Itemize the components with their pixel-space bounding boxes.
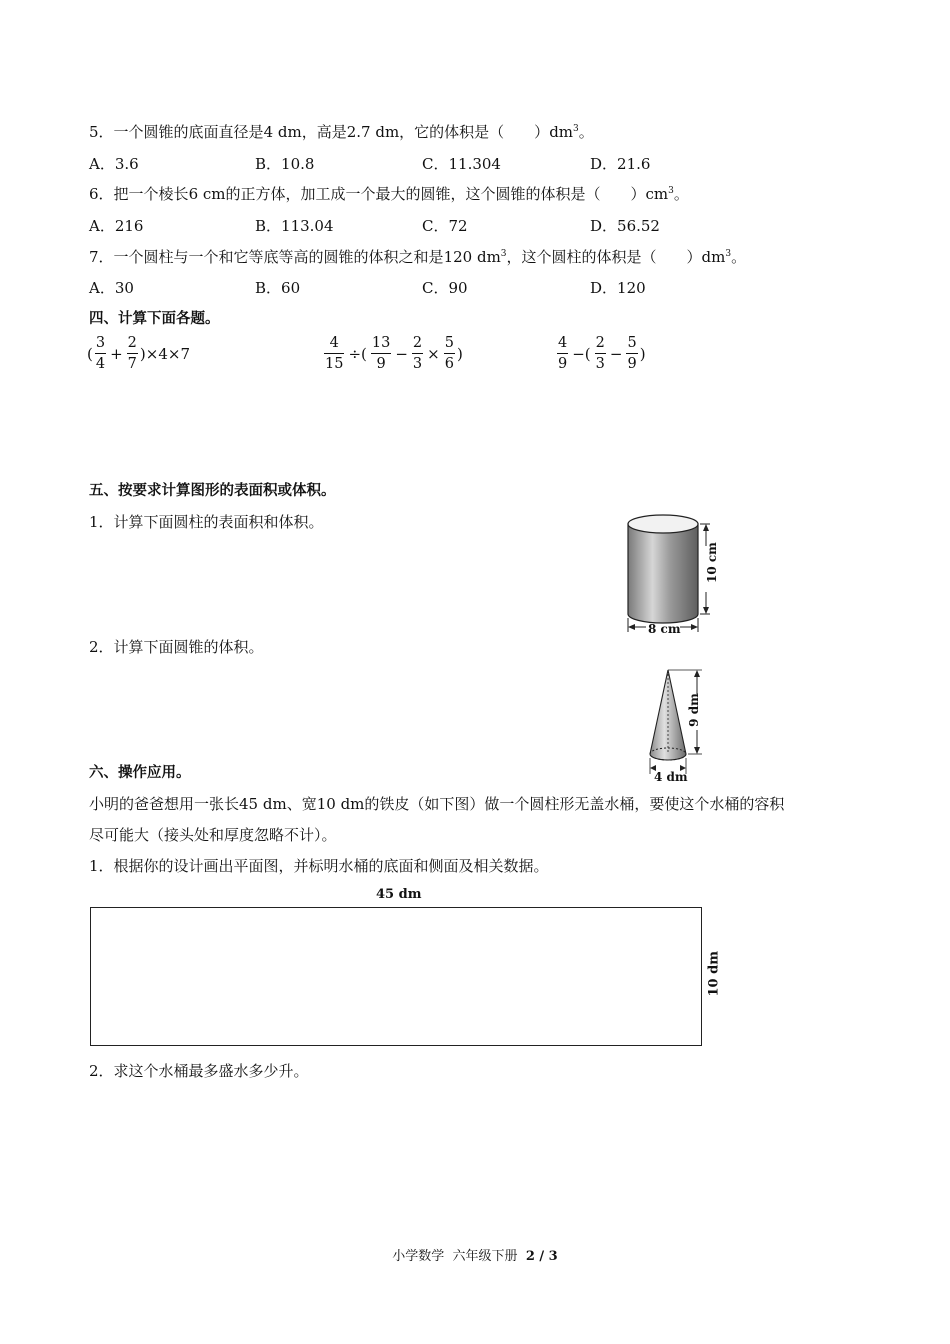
fraction: $\frac{4}{9}$ — [558, 335, 568, 372]
cylinder-height-label: 10 cm — [705, 542, 719, 583]
section-5-question-1: 1．计算下面圆柱的表面积和体积。 — [89, 513, 324, 531]
sheet-length-label: 45 dm — [376, 887, 422, 902]
expression-1: ( $\frac{3}{4}$ + $\frac{2}{7}$ )×4×7 — [87, 335, 190, 372]
q7-option-a[interactable]: A．30 — [89, 279, 134, 297]
sheet-width-label: 10 dm — [706, 951, 722, 997]
q6-option-b[interactable]: B．113.04 — [255, 217, 334, 235]
cylinder-top — [628, 515, 698, 533]
page-number: 2 / 3 — [525, 1249, 558, 1264]
fraction: $\frac{5}{9}$ — [627, 335, 637, 372]
q6-option-a[interactable]: A．216 — [89, 217, 144, 235]
q7-option-c[interactable]: C．90 — [422, 279, 468, 297]
question-6: 6．把一个棱长6 cm的正方体，加工成一个最大的圆锥，这个圆锥的体积是（ ）$cm^3$。 — [89, 185, 689, 203]
expression-3: $\frac{4}{9}$ −( $\frac{2}{3}$ − $\frac{5}{9}$ ) — [558, 335, 646, 372]
section-6-paragraph-2: 尽可能大（接头处和厚度忽略不计）。 — [89, 826, 337, 844]
page-footer: 小学数学 六年级下册 2 / 3 — [392, 1249, 558, 1264]
q5-option-d[interactable]: D．21.6 — [590, 155, 651, 173]
question-5: 5．一个圆锥的底面直径是4 dm，高是2.7 dm，它的体积是（ ）$dm^3$。 — [89, 123, 594, 141]
q7-option-b[interactable]: B．60 — [255, 279, 301, 297]
section-5-title: 五、按要求计算图形的表面积或体积。 — [89, 483, 336, 499]
cylinder-diameter-label: 8 cm — [648, 622, 681, 636]
fraction: $\frac{3}{4}$ — [95, 335, 106, 372]
section-4-title: 四、计算下面各题。 — [89, 311, 220, 327]
section-5-question-2: 2．计算下面圆锥的体积。 — [89, 638, 264, 656]
q5-option-a[interactable]: A．3.6 — [89, 155, 139, 173]
fraction: $\frac{5}{6}$ — [444, 335, 454, 372]
fraction: $\frac{4}{15}$ — [325, 335, 344, 372]
fraction: $\frac{13}{9}$ — [371, 335, 391, 372]
section-6-question-2: 2．求这个水桶最多盛水多少升。 — [89, 1062, 309, 1080]
q6-option-c[interactable]: C．72 — [422, 217, 468, 235]
fraction: $\frac{2}{3}$ — [595, 335, 605, 372]
fraction: $\frac{2}{3}$ — [412, 335, 423, 372]
iron-sheet-rectangle — [90, 907, 702, 1046]
section-6-question-1: 1．根据你的设计画出平面图，并标明水桶的底面和侧面及相关数据。 — [89, 857, 549, 875]
expression-2: $\frac{4}{15}$ ÷( $\frac{13}{9}$ − $\frac{2}{3}$ × $\frac{5}{6}$ ) — [325, 335, 463, 372]
q7-option-d[interactable]: D．120 — [590, 279, 646, 297]
question-7: 7．一个圆柱与一个和它等底等高的圆锥的体积之和是120 $dm^3$，这个圆柱的体积是（ ）$dm^3$。 — [89, 248, 747, 266]
section-6-title: 六、操作应用。 — [89, 765, 191, 781]
cone-height-label: 9 dm — [687, 693, 701, 727]
cone-diameter-label: 4 dm — [654, 770, 688, 784]
q5-option-c[interactable]: C．11.304 — [422, 155, 501, 173]
section-6-paragraph-1: 小明的爸爸想用一张长45 dm、宽10 dm的铁皮（如下图）做一个圆柱形无盖水桶，要使这个水桶的容积 — [89, 795, 785, 813]
q6-option-d[interactable]: D．56.52 — [590, 217, 660, 235]
fraction: $\frac{2}{7}$ — [127, 335, 137, 372]
q5-option-b[interactable]: B．10.8 — [255, 155, 315, 173]
cylinder-body — [628, 524, 698, 623]
